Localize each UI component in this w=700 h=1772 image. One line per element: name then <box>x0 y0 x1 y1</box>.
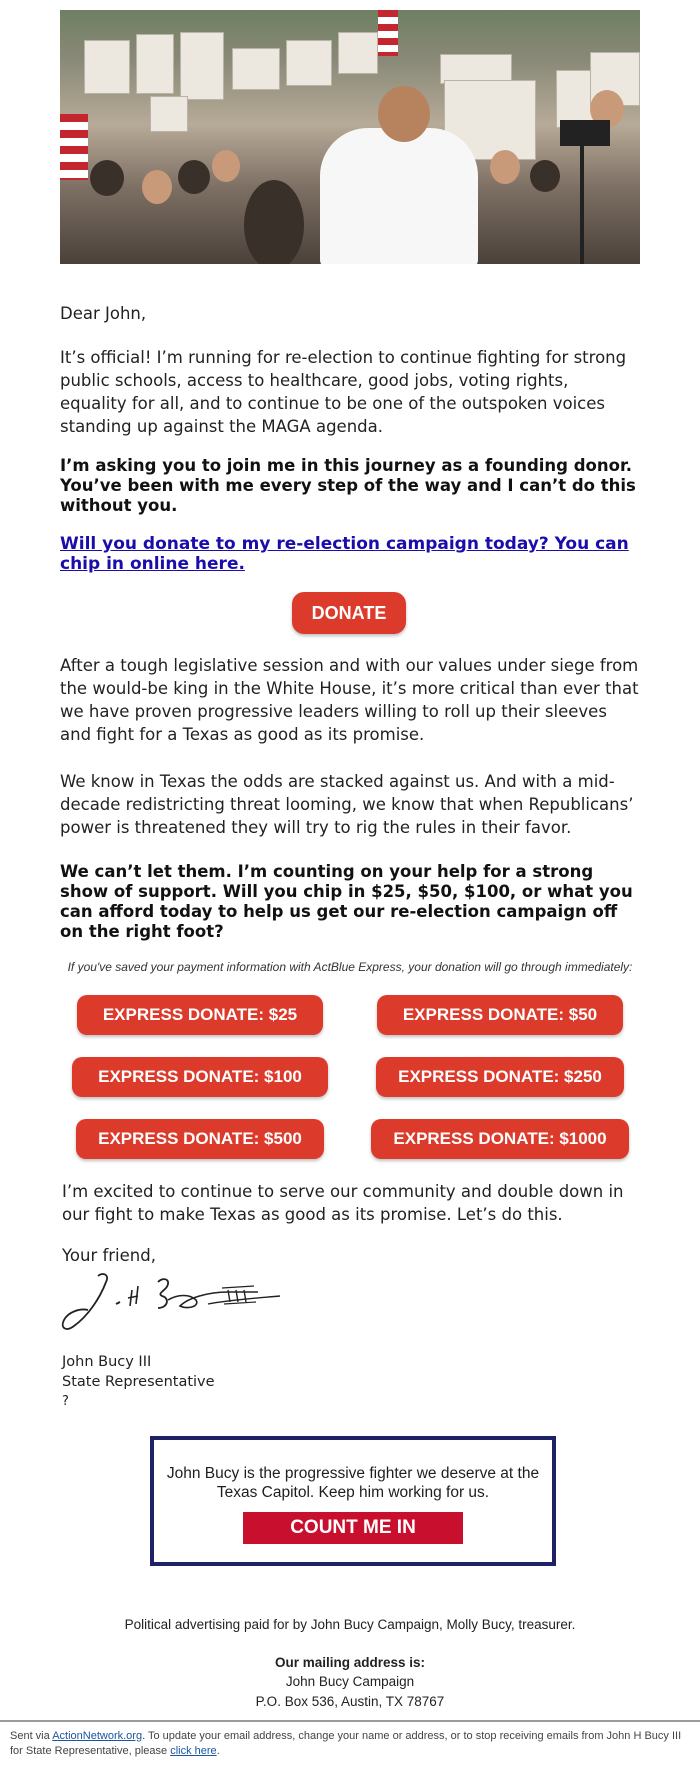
actionnetwork-link[interactable]: ActionNetwork.org <box>52 1730 143 1742</box>
flag-graphic <box>60 114 88 180</box>
speaker-figure <box>320 128 478 264</box>
express-donate-500-button[interactable]: EXPRESS DONATE: $500 <box>76 1119 324 1159</box>
flag-graphic <box>378 10 398 56</box>
founding-donor-ask: I’m asking you to join me in this journey as a founding donor. You’ve been with me every step of the way and I can’t do this without you. <box>60 456 636 515</box>
sender-name: John Bucy III <box>62 1354 152 1370</box>
crowd-head <box>178 160 210 194</box>
express-donate-250-button[interactable]: EXPRESS DONATE: $250 <box>376 1057 624 1097</box>
mailing-heading: Our mailing address is: <box>274 1655 426 1670</box>
sent-prefix: Sent via <box>10 1730 53 1742</box>
mailing-address: P.O. Box 536, Austin, TX 78767 <box>255 1694 445 1709</box>
crowd-head <box>244 180 304 264</box>
closing-paragraph: I’m excited to continue to serve our community and double down in our fight to make Texas as good as its promise. Let’s do this. <box>62 1182 624 1224</box>
crowd-face <box>490 150 520 184</box>
donate-link[interactable]: Will you donate to my re-election campaign today? You can chip in online here. <box>60 534 629 574</box>
tripod-graphic <box>580 146 584 264</box>
protest-sign <box>286 40 332 86</box>
session-paragraph: After a tough legislative session and with our values under siege from the would-be king in the White House, it’s more critical than ever that we have proven progressive leaders willing to roll up their sleeves and fight for a Texas as good as its promise. <box>60 656 639 744</box>
protest-sign <box>180 32 224 100</box>
crowd-head <box>90 160 124 196</box>
sender-extra: ? <box>62 1394 69 1409</box>
speaker-head <box>378 86 430 142</box>
crowd-face <box>142 170 172 204</box>
mailing-name: John Bucy Campaign <box>285 1674 415 1689</box>
chip-in-ask: We can’t let them. I’m counting on your help for a strong show of support. Will you chip in $25, $50, $100, or what you can afford today to help us get our re-election campaign off on the right foot? <box>60 862 633 941</box>
paid-for-disclaimer: Political advertising paid for by John Bucy Campaign, Molly Bucy, treasurer. <box>124 1617 576 1632</box>
closing-salutation: Your friend, <box>62 1246 156 1265</box>
signature <box>58 1268 290 1340</box>
count-me-in-button[interactable]: COUNT ME IN <box>243 1512 463 1544</box>
unsubscribe-link[interactable]: click here <box>170 1745 217 1757</box>
express-donate-1000-button[interactable]: EXPRESS DONATE: $1000 <box>371 1119 629 1159</box>
express-donate-100-button[interactable]: EXPRESS DONATE: $100 <box>72 1057 328 1097</box>
protest-sign <box>136 34 174 94</box>
express-note: If you've saved your payment information with ActBlue Express, your donation will go through immediately: <box>67 960 633 974</box>
protest-sign <box>84 40 130 94</box>
intro-paragraph: It’s official! I’m running for re-election to continue fighting for strong public schools, access to healthcare, good jobs, voting rights, equality for all, and to continue to be one of the outspoken voices standing up against the MAGA agenda. <box>60 348 627 436</box>
redistricting-paragraph: We know in Texas the odds are stacked against us. And with a mid-decade redistricting threat looming, we know that when Republicans’ power is threatened they will try to rig the rules in their favor. <box>60 772 634 837</box>
sent-suffix: . <box>216 1745 220 1757</box>
express-donate-50-button[interactable]: EXPRESS DONATE: $50 <box>377 995 623 1035</box>
crowd-face <box>212 150 240 182</box>
protest-sign <box>338 32 378 74</box>
sent-via-notice <box>10 1729 690 1759</box>
count-me-in-banner <box>150 1436 556 1566</box>
crowd-head <box>530 160 560 192</box>
sent-middle: . To update your email address, change your name or address, or to stop receiving emails from John H Bucy III for State Representative, please <box>10 1730 682 1757</box>
express-donate-25-button[interactable]: EXPRESS DONATE: $25 <box>77 995 323 1035</box>
footer-divider <box>0 1720 700 1722</box>
greeting: Dear John, <box>60 304 147 323</box>
banner-text: John Bucy is the progressive fighter we deserve at the Texas Capitol. Keep him working for us. <box>166 1465 540 1501</box>
hero-photo <box>60 10 640 264</box>
protest-sign <box>150 96 188 132</box>
protest-sign <box>232 48 280 90</box>
signature-graphic <box>58 1268 290 1340</box>
donate-button[interactable]: DONATE <box>292 592 406 634</box>
sender-title: State Representative <box>62 1374 215 1390</box>
camera-graphic <box>560 120 610 146</box>
